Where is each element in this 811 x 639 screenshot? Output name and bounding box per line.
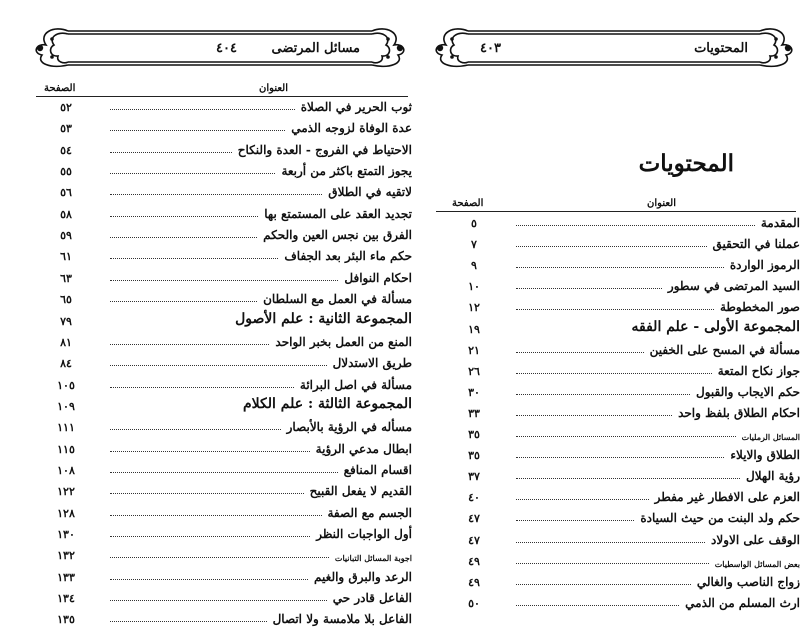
toc-entry-page: ٥٤ <box>60 143 72 157</box>
toc-entry-title: لاتقيه في الطلاق <box>328 185 412 200</box>
toc-entry <box>28 119 412 140</box>
dot-leader <box>110 557 329 558</box>
toc-entry-title: الرموز الواردة <box>729 258 800 273</box>
toc-entry-title: مسألة في اصل البرائة <box>299 377 412 392</box>
toc-entry <box>28 269 412 290</box>
toc-entry-page: ٥ <box>471 217 477 230</box>
toc-entry-page: ١٣٢ <box>57 549 75 563</box>
toc-entry-title: المقدمة <box>760 216 800 230</box>
toc-entry-title: الفرق بين نجس العين والحكم <box>263 228 412 243</box>
toc-entry <box>428 446 800 467</box>
dot-leader <box>516 352 644 353</box>
toc-entry-page: ٧ <box>471 238 477 252</box>
toc-entry <box>428 425 800 446</box>
toc-entry <box>428 298 800 319</box>
toc-entry-title: المجموعة الثالثة : علم الكلام <box>243 395 412 412</box>
page-number: ٤٠٤ <box>216 41 237 56</box>
page-number: ٤٠٣ <box>480 41 501 56</box>
dot-leader <box>110 173 275 174</box>
toc-entry <box>428 235 800 256</box>
toc-entry-title: المسائل الرمليات <box>741 432 800 442</box>
dot-leader <box>516 499 649 500</box>
toc-entry-title: حكم ماء البئر بعد الجفاف <box>284 249 412 264</box>
toc-entry-title: ابطال مدعي الرؤية <box>315 441 412 456</box>
toc-entry <box>428 594 800 615</box>
dot-leader <box>110 258 278 259</box>
toc-entry <box>28 525 412 546</box>
toc-entry <box>28 504 412 525</box>
page-header <box>428 23 800 73</box>
dot-leader <box>516 373 712 374</box>
toc-entry <box>28 461 412 482</box>
dot-leader <box>516 394 690 395</box>
toc-entry-page: ٣٥ <box>468 428 480 441</box>
page-heading: المحتويات <box>638 150 734 177</box>
toc-entry-title: مسألة في العمل مع السلطان <box>263 292 412 307</box>
toc-entry <box>428 573 800 594</box>
toc-entry-page: ٢١ <box>468 343 480 357</box>
dot-leader <box>516 605 679 606</box>
dot-leader <box>110 130 285 131</box>
toc-entry-title: مسألة في المسح على الخفين <box>649 342 800 357</box>
dot-leader <box>516 415 672 416</box>
dot-leader <box>110 579 308 580</box>
dot-leader <box>516 542 705 543</box>
header-rule <box>36 96 408 97</box>
dot-leader <box>110 194 322 195</box>
toc-entry <box>428 404 800 425</box>
toc-entry-title: طريق الاستدلال <box>332 356 412 371</box>
toc-entry <box>428 277 800 298</box>
toc-entry <box>428 341 800 362</box>
toc-entry <box>28 568 412 589</box>
toc-entry-page: ٣٧ <box>468 470 480 484</box>
column-header-title: العنوان <box>647 198 676 209</box>
toc-entry-title: رؤية الهلال <box>746 469 800 484</box>
toc-entry <box>28 226 412 247</box>
toc-entry-page: ١٣٤ <box>57 592 75 606</box>
toc-entry-page: ١١١ <box>57 421 75 435</box>
toc-entry-page: ٤٠ <box>468 491 480 505</box>
dot-leader <box>516 457 724 458</box>
toc-entry-page: ١٠٥ <box>57 378 75 392</box>
toc-entry-title: الفاعل بلا ملامسة ولا اتصال <box>272 612 412 627</box>
dot-leader <box>110 280 338 281</box>
toc-entry <box>28 354 412 375</box>
toc-entry-page: ١٠٩ <box>57 399 75 413</box>
toc-entry <box>28 589 412 610</box>
dot-leader <box>110 600 327 601</box>
toc-entry <box>28 205 412 226</box>
dot-leader <box>110 109 295 110</box>
toc-entry-title: جواز نكاح المتعة <box>717 363 800 378</box>
toc-entry-page: ٨١ <box>60 335 72 349</box>
toc-entry <box>28 98 412 119</box>
dot-leader <box>516 267 724 268</box>
toc-entry-title: الرعد والبرق والغيم <box>314 569 412 584</box>
toc-entry-page: ١٣٣ <box>57 570 75 584</box>
toc-entry-title: يجوز التمتع باكثر من أربعة <box>281 164 412 179</box>
toc-entry <box>428 488 800 509</box>
toc-entry-page: ١٠٨ <box>57 463 75 477</box>
toc-entry-page: ٩ <box>471 259 477 273</box>
left-page <box>28 0 412 639</box>
running-title: مسائل المرتضى <box>271 41 360 56</box>
toc-entry-page: ١٩ <box>468 322 480 336</box>
dot-leader <box>516 436 736 437</box>
column-header-page: الصفحة <box>452 198 484 209</box>
header-rule <box>436 211 796 212</box>
toc-entry-title: السيد المرتضى في سطور <box>667 279 800 294</box>
toc-entry-page: ٥٨ <box>60 207 72 221</box>
toc-entry-title: العزم على الافطار غير مفطر <box>654 490 800 505</box>
toc-entry <box>28 183 412 204</box>
toc-entry-page: ٤٧ <box>468 512 480 526</box>
dot-leader <box>110 237 257 238</box>
toc-entry-title: اقسام المنافع <box>343 462 412 477</box>
toc-entry-page: ٥٣ <box>60 122 72 136</box>
toc-entry-title: ثوب الحرير في الصلاة <box>300 100 412 114</box>
dot-leader <box>110 493 304 494</box>
dot-leader <box>516 288 662 289</box>
toc-entry-page: ٦٥ <box>60 293 72 307</box>
toc-entry-page: ٣٠ <box>468 385 480 399</box>
toc-entry-title: الفاعل قادر حي <box>332 591 412 606</box>
toc-group-heading <box>428 320 800 341</box>
toc-entry <box>28 418 412 439</box>
toc-entry-page: ٤٩ <box>468 554 480 568</box>
toc-entry-page: ٥٥ <box>60 165 72 179</box>
toc-entry-page: ٦٣ <box>60 271 72 285</box>
toc-entry-title: مسأله في الرؤية بالأبصار <box>286 420 412 435</box>
toc-entry-page: ٢٦ <box>468 364 480 378</box>
page-header <box>28 23 412 73</box>
toc-entry-title: الجسم مع الصفة <box>327 505 412 520</box>
toc-entry-title: صور المخطوطة <box>719 300 800 315</box>
toc-entry <box>428 383 800 404</box>
toc-entry-page: ١١٥ <box>57 442 75 456</box>
toc-entry <box>28 546 412 567</box>
toc-entry <box>28 482 412 503</box>
toc-entry-title: زواج الناصب والغالي <box>696 574 800 589</box>
toc-entry <box>428 362 800 383</box>
dot-leader <box>516 309 714 310</box>
toc-entry-page: ١٢٢ <box>57 485 75 499</box>
toc-entry <box>28 162 412 183</box>
toc-entry-page: ١٣٠ <box>57 528 75 541</box>
dot-leader <box>110 429 281 430</box>
dot-leader <box>110 387 294 388</box>
dot-leader <box>110 451 310 452</box>
toc-entry-page: ٥٦ <box>60 186 72 200</box>
toc-entry-title: الوقف على الاولاد <box>711 532 800 547</box>
toc-entry <box>28 333 412 354</box>
toc-entry-page: ٤٩ <box>468 575 480 589</box>
toc-entry <box>28 290 412 311</box>
toc-entry <box>428 552 800 573</box>
dot-leader <box>516 520 634 521</box>
toc-entry <box>28 610 412 631</box>
toc-entry-title: بعض المسائل الواسطيات <box>714 558 800 569</box>
running-title: المحتويات <box>694 41 748 56</box>
toc-entry <box>428 509 800 530</box>
dot-leader <box>110 621 267 622</box>
toc-group-heading <box>28 397 412 418</box>
toc-entry <box>428 467 800 488</box>
toc-entry <box>428 214 800 235</box>
toc-entry-page: ١٣٥ <box>57 613 75 627</box>
column-header-page: الصفحة <box>44 83 76 94</box>
toc-entry-title: احكام النوافل <box>344 270 412 285</box>
toc-entry-title: المنع من العمل بخبر الواحد <box>275 334 412 349</box>
column-header-title: العنوان <box>259 83 288 94</box>
dot-leader <box>516 584 691 585</box>
toc-entry-title: المجموعة الأولى - علم الفقه <box>631 318 800 335</box>
dot-leader <box>516 478 740 479</box>
toc-entry <box>428 531 800 552</box>
dot-leader <box>110 365 327 366</box>
toc-entry-page: ٣٥ <box>468 449 480 463</box>
toc-entry-page: ٨٤ <box>60 357 72 371</box>
toc-entry-title: حكم ولد البنت من حيث السيادة <box>640 511 800 526</box>
toc-entry-title: ارث المسلم من الذمي <box>685 595 800 610</box>
toc-entry-page: ٣٣ <box>468 406 480 420</box>
toc-entry-title: عدة الوفاة لزوجه الذمي <box>291 121 412 136</box>
dot-leader <box>110 515 322 516</box>
toc-entry-title: اجوبة المسائل التبانيات <box>334 553 412 564</box>
toc-entry <box>28 247 412 268</box>
toc-entry-page: ١٠ <box>468 280 480 294</box>
toc-entry <box>428 256 800 277</box>
dot-leader <box>110 301 257 302</box>
toc-entry-title: احكام الطلاق بلفظ واحد <box>678 405 800 420</box>
toc-entry-title: المجموعة الثانية : علم الأصول <box>235 310 412 327</box>
toc-entry <box>28 440 412 461</box>
toc-entry-title: تجديد العقد على المستمتع بها <box>264 206 412 221</box>
dot-leader <box>110 344 269 345</box>
toc-entry-page: ٤٧ <box>468 533 480 547</box>
toc-entry <box>28 141 412 162</box>
toc-group-heading <box>28 312 412 333</box>
dot-leader <box>516 225 755 226</box>
dot-leader <box>110 472 338 473</box>
toc-entry-page: ٥٩ <box>60 229 72 243</box>
toc-entry-page: ٧٩ <box>60 314 72 328</box>
toc-entry-title: حكم الايجاب والقبول <box>696 384 800 399</box>
toc-entry-page: ٥٠ <box>468 596 480 610</box>
right-page <box>428 0 800 639</box>
dot-leader <box>110 536 310 537</box>
dot-leader <box>110 152 232 153</box>
dot-leader <box>110 216 258 217</box>
toc-entry-title: الاحتياط في الفروج - العدة والنكاح <box>237 142 412 157</box>
toc-entry <box>28 376 412 397</box>
toc-entry-page: ٦١ <box>60 250 72 264</box>
dot-leader <box>516 563 709 564</box>
toc-entry-title: أول الواجبات النظر <box>316 527 412 541</box>
toc-entry-page: ١٢ <box>468 301 480 315</box>
toc-entry-page: ١٢٨ <box>57 506 75 520</box>
toc-entry-title: عملنا في التحقيق <box>712 237 800 252</box>
toc-entry-title: القديم لا يفعل القبيح <box>309 484 412 499</box>
toc-entry-title: الطلاق والايلاء <box>730 448 800 463</box>
dot-leader <box>516 246 707 247</box>
toc-entry-page: ٥٢ <box>60 101 72 114</box>
